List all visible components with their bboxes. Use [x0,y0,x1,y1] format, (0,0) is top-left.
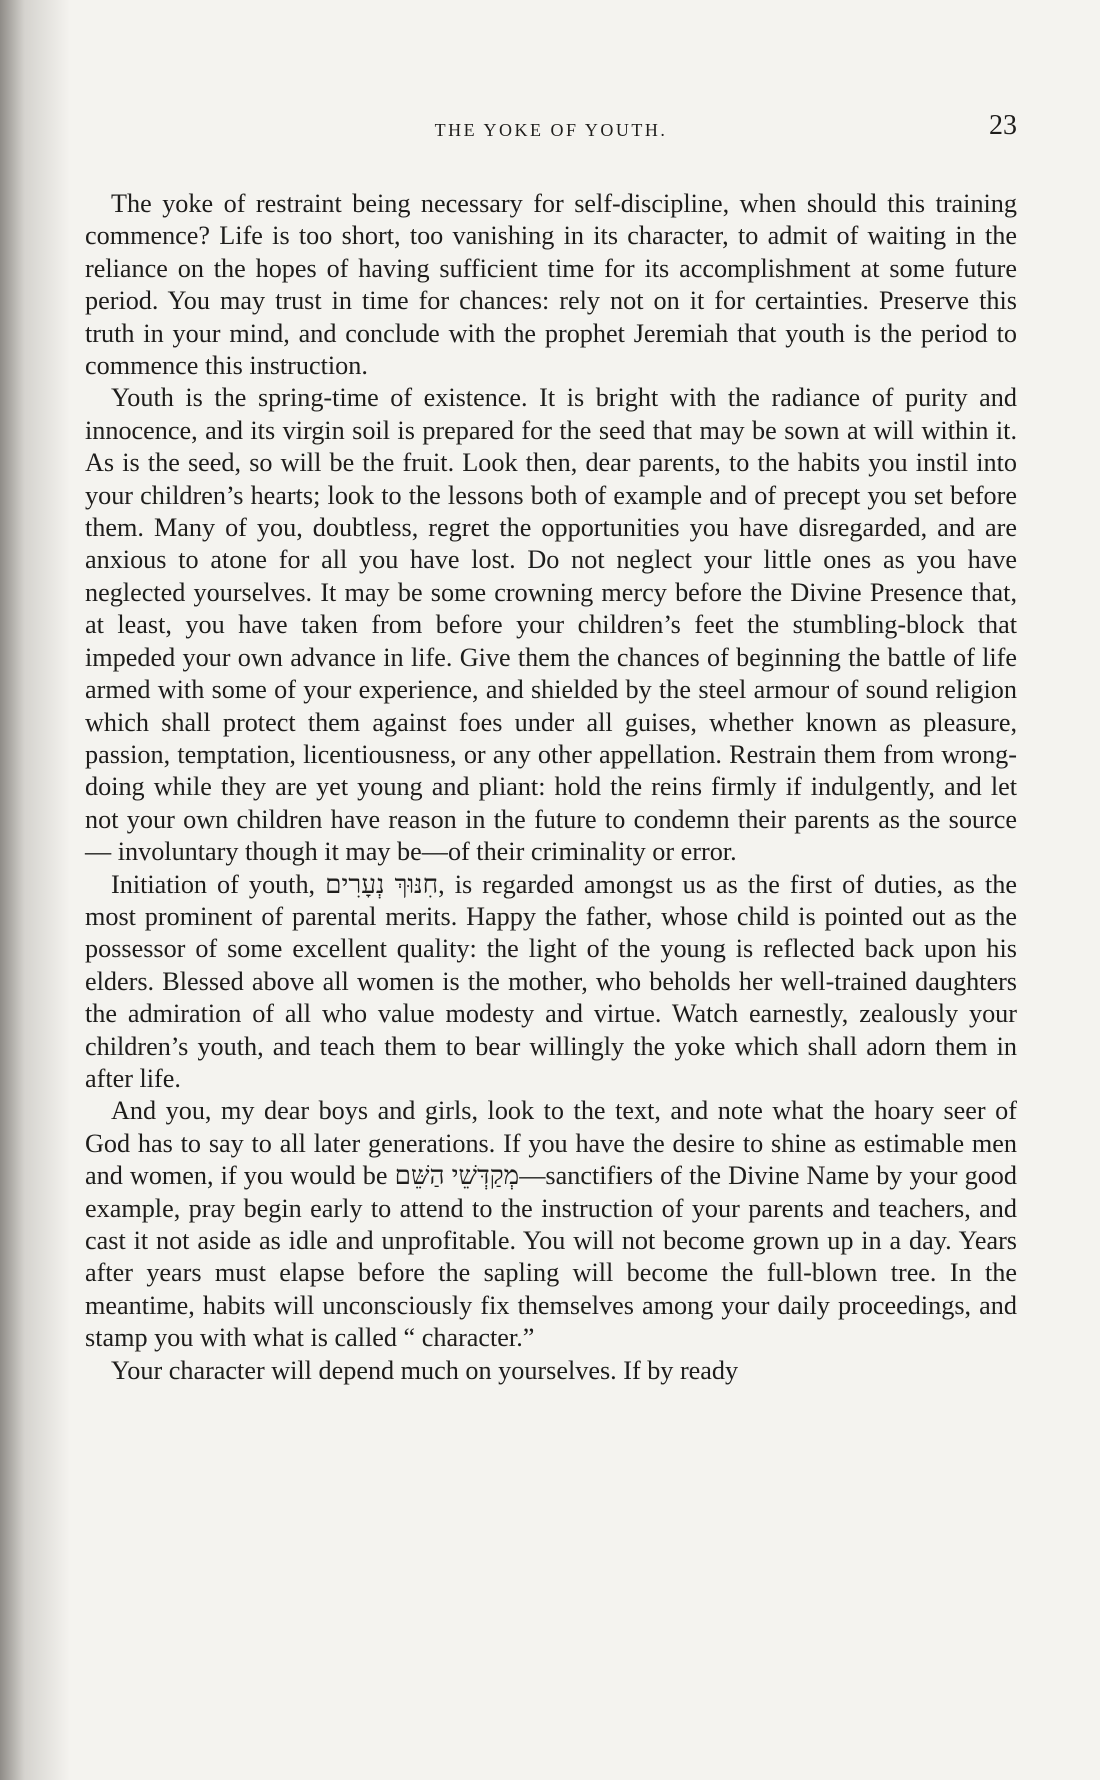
paragraph-5: Your character will depend much on yourselves. If by ready [111,1355,739,1385]
page-number: 23 [989,110,1017,141]
running-title: THE YOKE OF YOUTH. [434,120,668,140]
body-text [85,188,1017,1387]
paragraph-4: And you, my dear boys and girls, look to the text, and note what the hoary seer of God has to say to all later generations. If you have the desire to shine as estimable men and women, if you would be מְקַדְּשֵׁי הַשֵּׁם—sanctifiers of the Divine Name by your good example, pray begin early to attend to the instruction of your parents and teachers, and cast it not aside as idle and unprofitable. You will not become grown up in a day. Years after years must elapse before the sapling will become the full-blown tree. In the meantime, habits will unconsciously fix themselves among your daily proceedings, and stamp you with what is called “ character.” [85,1096,1017,1353]
running-header [85,110,1017,150]
paragraph-3: Initiation of youth, חִנּוּךְ נְעָרִים, is regarded amongst us as the first of duties, as the most prominent of parental merits. Happy the father, whose child is pointed out as the possessor of some excellent quality: the light of the young is reflected back upon his elders. Blessed above all women is the mother, who beholds her well-trained daughters the admiration of all who value modesty and virtue. Watch earnestly, zealously your children’s youth, and teach them to bear willingly the yoke which shall adorn them in after life. [85,869,1017,1093]
book-page [85,110,1017,1387]
paragraph-1: The yoke of restraint being necessary for self-discipline, when should this training commence? Life is too short, too vanishing in its character, to admit of waiting in the reliance on the hopes of having sufficient time for its accomplishment at some future period. You may trust in time for chances: rely not on it for certainties. Preserve this truth in your mind, and conclude with the prophet Jeremiah that youth is the period to commence this instruction. [85,189,1017,381]
binding-shadow [0,0,70,1780]
paragraph-2: Youth is the spring-time of existence. It is bright with the radiance of purity and innocence, and its virgin soil is prepared for the seed that may be sown at will within it. As is the seed, so will be the fruit. Look then, dear parents, to the habits you instil into your children’s hearts; look to the lessons both of example and of precept you set before them. Many of you, doubtless, regret the opportunities you have disregarded, and are anxious to atone for all you have lost. Do not neglect your little ones as you have neglected yourselves. It may be some crowning mercy before the Divine Presence that, at least, you have taken from before your children’s feet the stumbling-block that impeded your own advance in life. Give them the chances of beginning the battle of life armed with some of your experience, and shielded by the steel armour of sound religion which shall protect them against foes under all guises, whether known as pleasure, passion, temptation, licentiousness, or any other appellation. Restrain them from wrong-doing while they are yet young and pliant: hold the reins firmly if indulgently, and let not your own children have reason in the future to condemn their parents as the source — involuntary though it may be—of their criminality or error. [85,383,1017,867]
